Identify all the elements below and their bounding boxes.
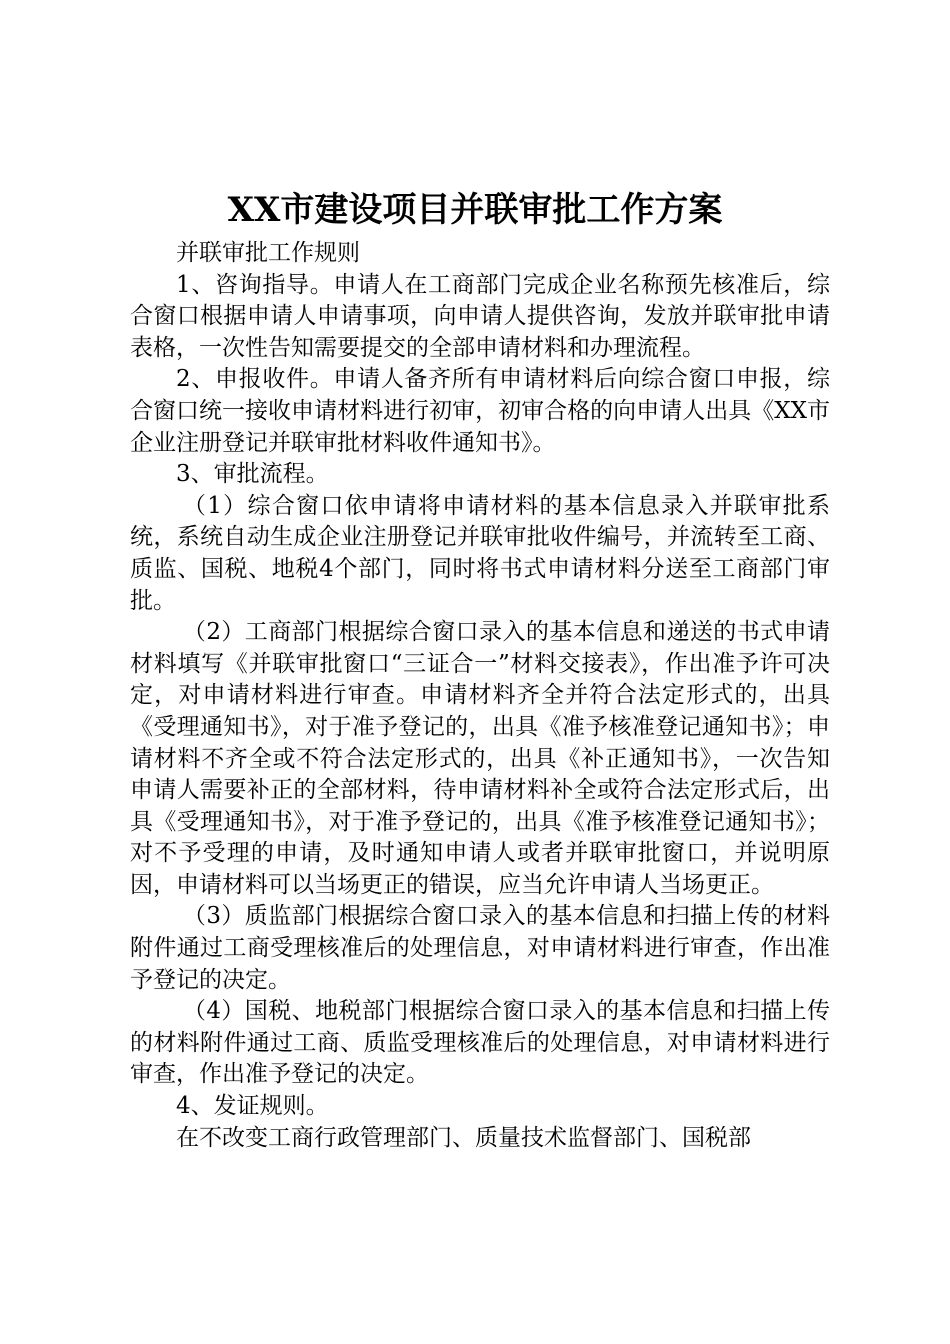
paragraph: （4）国税、地税部门根据综合窗口录入的基本信息和扫描上传的材料附件通过工商、质监受理核准后的处理信息，对申请材料进行审查，作出准予登记的决定。 <box>130 998 830 1088</box>
paragraph: （1）综合窗口依申请将申请材料的基本信息录入并联审批系统，系统自动生成企业注册登记并联审批收件编号，并流转至工商、质监、国税、地税4个部门，同时将书式申请材料分送至工商部门审批。 <box>130 492 830 614</box>
document-title: XX市建设项目并联审批工作方案 <box>227 190 723 230</box>
paragraph: 1、咨询指导。申请人在工商部门完成企业名称预先核准后，综合窗口根据申请人申请事项，向申请人提供咨询，发放并联审批申请表格，一次性告知需要提交的全部申请材料和办理流程。 <box>130 271 830 361</box>
paragraph: 4、发证规则。 <box>176 1093 329 1120</box>
paragraph: 在不改变工商行政管理部门、质量技术监督部门、国税部 <box>176 1124 751 1151</box>
section-heading: 并联审批工作规则 <box>176 240 360 266</box>
paragraph: 3、审批流程。 <box>176 461 329 488</box>
paragraph: （2）工商部门根据综合窗口录入的基本信息和递送的书式申请材料填写《并联审批窗口“三证合一”材料交接表》，作出准予许可决定，对申请材料进行审查。申请材料齐全并符合法定形式的，出具《受理通知书》，对于准予登记的，出具《准予核准登记通知书》；申请材料不齐全或不符合法定形式的，出具《补正通知书》，一次告知申请人需要补正的全部材料，待申请材料补全或符合法定形式后，出具《受理通知书》，对于准予登记的，出具《准予核准登记通知书》；对不予受理的申请，及时通知申请人或者并联审批窗口，并说明原因，申请材料可以当场更正的错误，应当允许申请人当场更正。 <box>130 619 830 898</box>
paragraph: （3）质监部门根据综合窗口录入的基本信息和扫描上传的材料附件通过工商受理核准后的处理信息，对申请材料进行审查，作出准予登记的决定。 <box>130 903 830 993</box>
paragraph: 2、申报收件。申请人备齐所有申请材料后向综合窗口申报，综合窗口统一接收申请材料进行初审，初审合格的向申请人出具《XX市企业注册登记并联审批材料收件通知书》。 <box>130 366 830 456</box>
document-body <box>130 238 830 1154</box>
